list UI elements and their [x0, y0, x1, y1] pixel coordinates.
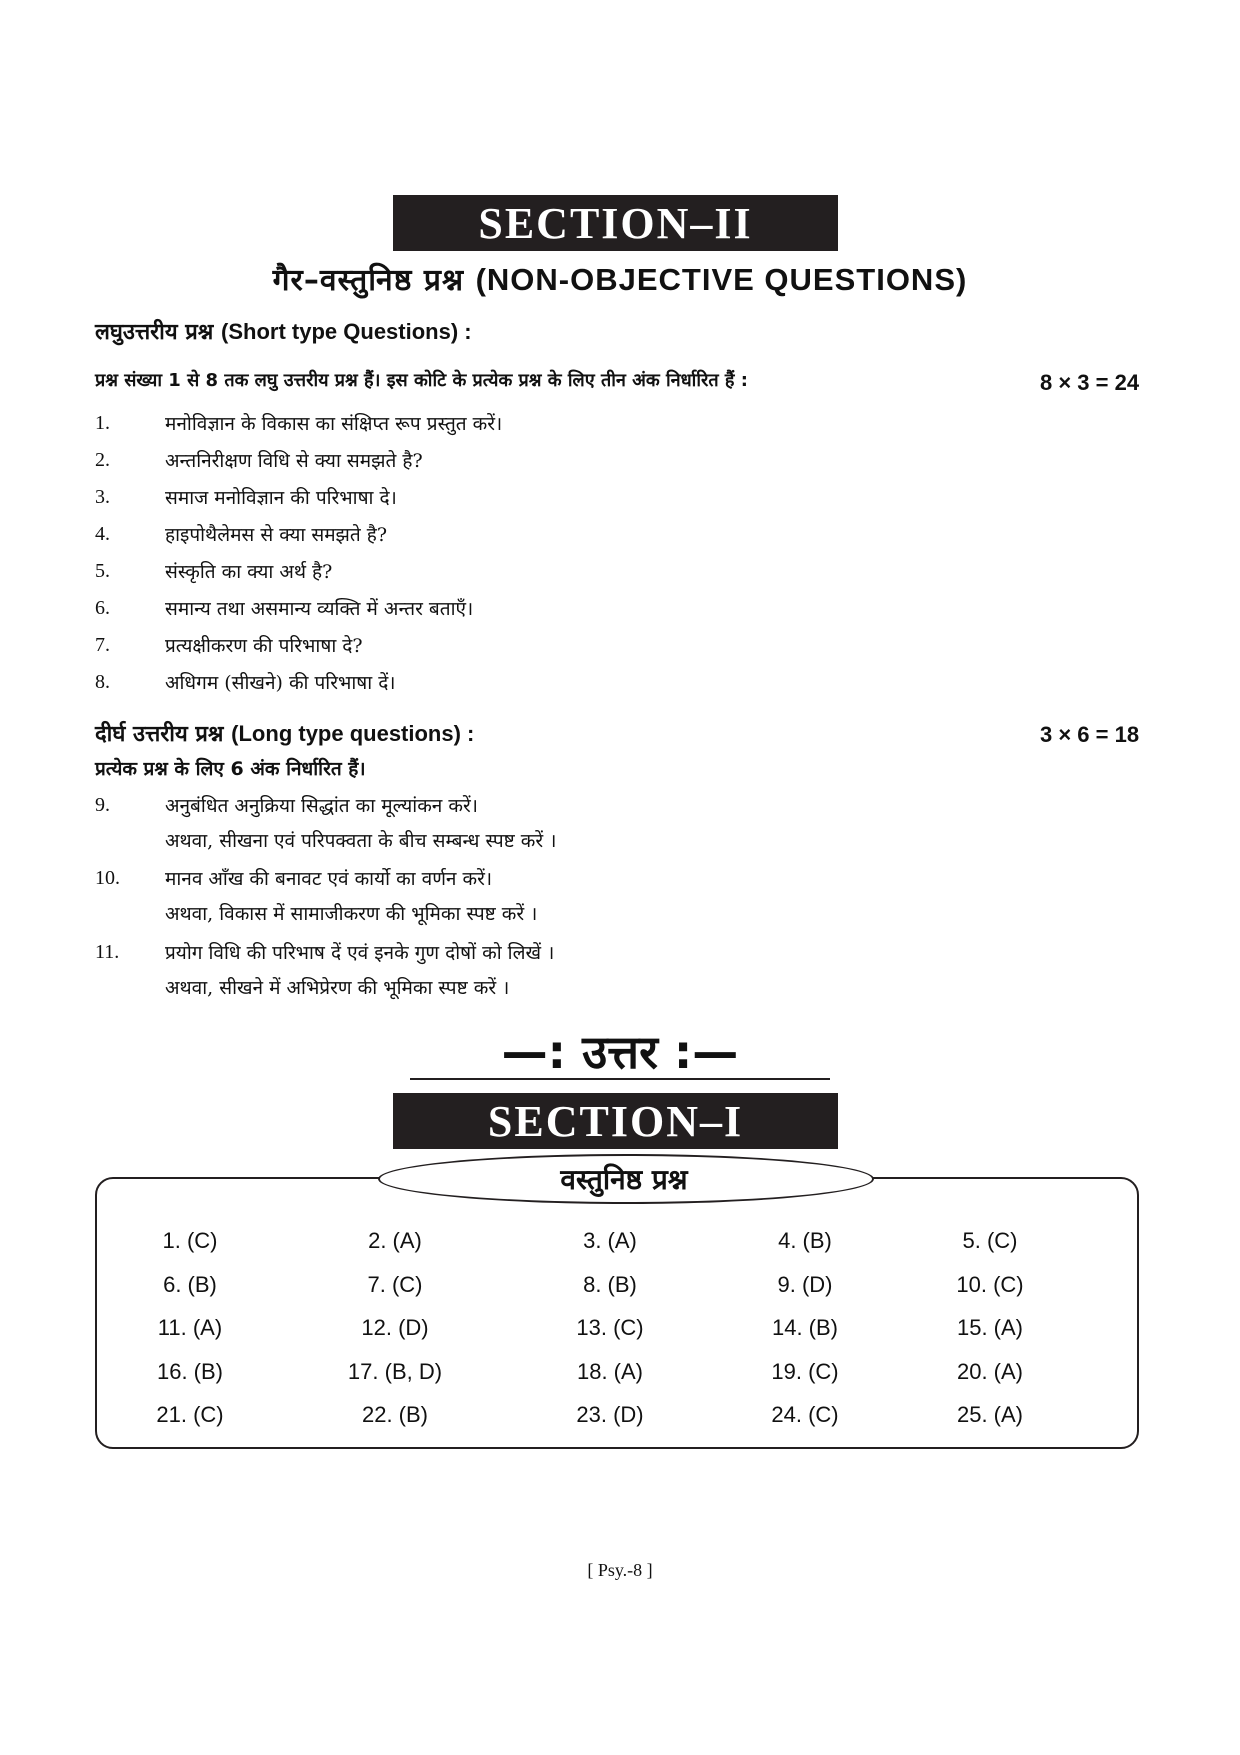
- question-number: 4.: [95, 523, 110, 545]
- question-text: प्रत्यक्षीकरण की परिभाषा दे?: [165, 635, 363, 657]
- answer-item: 21. (C): [156, 1402, 224, 1427]
- short-questions-heading: [95, 316, 472, 346]
- question-number: 2.: [95, 449, 110, 471]
- short-heading-hindi: लघुउत्तरीय प्रश्न: [95, 320, 214, 345]
- question-number: 1.: [95, 412, 110, 434]
- answer-item: 17. (B, D): [347, 1359, 443, 1384]
- subtitle-hindi: गैर–वस्तुनिष्ठ प्रश्न: [272, 263, 465, 298]
- answer-item: 23. (D): [576, 1402, 644, 1427]
- long-marks: 3 × 6 = 18: [1040, 722, 1140, 747]
- question-text: अनुबंधित अनुक्रिया सिद्धांत का मूल्यांकन करें।: [165, 795, 478, 817]
- short-instruction: प्रश्न संख्या 1 से 8 तक लघु उत्तरीय प्रश्न हैं। इस कोटि के प्रत्येक प्रश्न के लिए तीन अंक निर्धारित हैं :: [95, 370, 748, 391]
- short-marks: 8 × 3 = 24: [1040, 370, 1140, 395]
- question-number: 9.: [95, 794, 110, 816]
- alternate-question-text: अथवा, सीखना एवं परिपक्वता के बीच सम्बन्ध स्पष्ट करें ।: [165, 830, 557, 852]
- answer-item: 24. (C): [771, 1402, 839, 1427]
- answer-item: 3. (A): [583, 1228, 637, 1253]
- answers-heading-underline: [410, 1078, 830, 1080]
- question-number: 8.: [95, 671, 110, 693]
- subtitle-english: (NON-OBJECTIVE QUESTIONS): [475, 262, 968, 297]
- answer-item: 1. (C): [162, 1228, 218, 1253]
- question-number: 10.: [95, 867, 120, 889]
- answer-item: 18. (A): [576, 1359, 644, 1384]
- objective-label: वस्तुनिष्ठ प्रश्न: [560, 1163, 688, 1196]
- long-heading-hindi: दीर्घ उत्तरीय प्रश्न: [95, 722, 224, 747]
- section-2-title: SECTION–II: [393, 195, 838, 251]
- answer-item: 20. (A): [956, 1359, 1024, 1384]
- answer-item: 2. (A): [368, 1228, 422, 1253]
- long-instruction: प्रत्येक प्रश्न के लिए 6 अंक निर्धारित हैं।: [95, 758, 366, 780]
- answer-item: 6. (B): [163, 1272, 217, 1297]
- answer-item: 25. (A): [956, 1402, 1024, 1427]
- answer-item: 22. (B): [361, 1402, 429, 1427]
- question-text: समान्य तथा असमान्य व्यक्ति में अन्तर बताएँ।: [165, 598, 474, 620]
- question-text: हाइपोथैलेमस से क्या समझते है?: [165, 524, 388, 546]
- answer-item: 8. (B): [583, 1272, 637, 1297]
- answer-item: 5. (C): [962, 1228, 1018, 1253]
- question-number: 3.: [95, 486, 110, 508]
- answer-item: 14. (B): [771, 1315, 839, 1340]
- alternate-question-text: अथवा, विकास में सामाजीकरण की भूमिका स्पष्ट करें ।: [165, 903, 538, 925]
- question-number: 6.: [95, 597, 110, 619]
- answer-item: 4. (B): [778, 1228, 832, 1253]
- short-heading-english: (Short type Questions) :: [221, 319, 472, 344]
- answers-heading: —: उत्तर :—: [501, 1025, 739, 1079]
- alternate-question-text: अथवा, सीखने में अभिप्रेरण की भूमिका स्पष्ट करें ।: [165, 977, 510, 999]
- question-text: प्रयोग विधि की परिभाष दें एवं इनके गुण दोषों को लिखें ।: [165, 942, 555, 964]
- question-text: मनोविज्ञान के विकास का संक्षिप्त रूप प्रस्तुत करें।: [165, 413, 503, 435]
- question-text: समाज मनोविज्ञान की परिभाषा दे।: [165, 487, 397, 509]
- answer-item: 12. (D): [361, 1315, 429, 1340]
- long-questions-heading: [95, 718, 474, 748]
- page-footer: [ Psy.-8 ]: [587, 1560, 653, 1580]
- question-text: संस्कृति का क्या अर्थ है?: [165, 561, 333, 583]
- answer-item: 13. (C): [576, 1315, 644, 1340]
- answer-item: 16. (B): [156, 1359, 224, 1384]
- section-1-title: SECTION–I: [393, 1093, 838, 1149]
- question-text: अधिगम (सीखने) की परिभाषा दें।: [165, 672, 396, 694]
- answer-item: 11. (A): [157, 1315, 223, 1340]
- answer-item: 10. (C): [956, 1272, 1024, 1297]
- section-2-subtitle: [145, 258, 1095, 299]
- question-number: 11.: [95, 941, 120, 963]
- answer-item: 19. (C): [771, 1359, 839, 1384]
- long-heading-english: (Long type questions) :: [231, 721, 475, 746]
- answer-item: 9. (D): [777, 1272, 833, 1297]
- question-text: अन्तनिरीक्षण विधि से क्या समझते है?: [165, 450, 423, 472]
- question-number: 5.: [95, 560, 110, 582]
- answer-item: 15. (A): [956, 1315, 1024, 1340]
- question-text: मानव आँख की बनावट एवं कार्यो का वर्णन करें।: [165, 868, 493, 890]
- answer-item: 7. (C): [367, 1272, 423, 1297]
- question-number: 7.: [95, 634, 110, 656]
